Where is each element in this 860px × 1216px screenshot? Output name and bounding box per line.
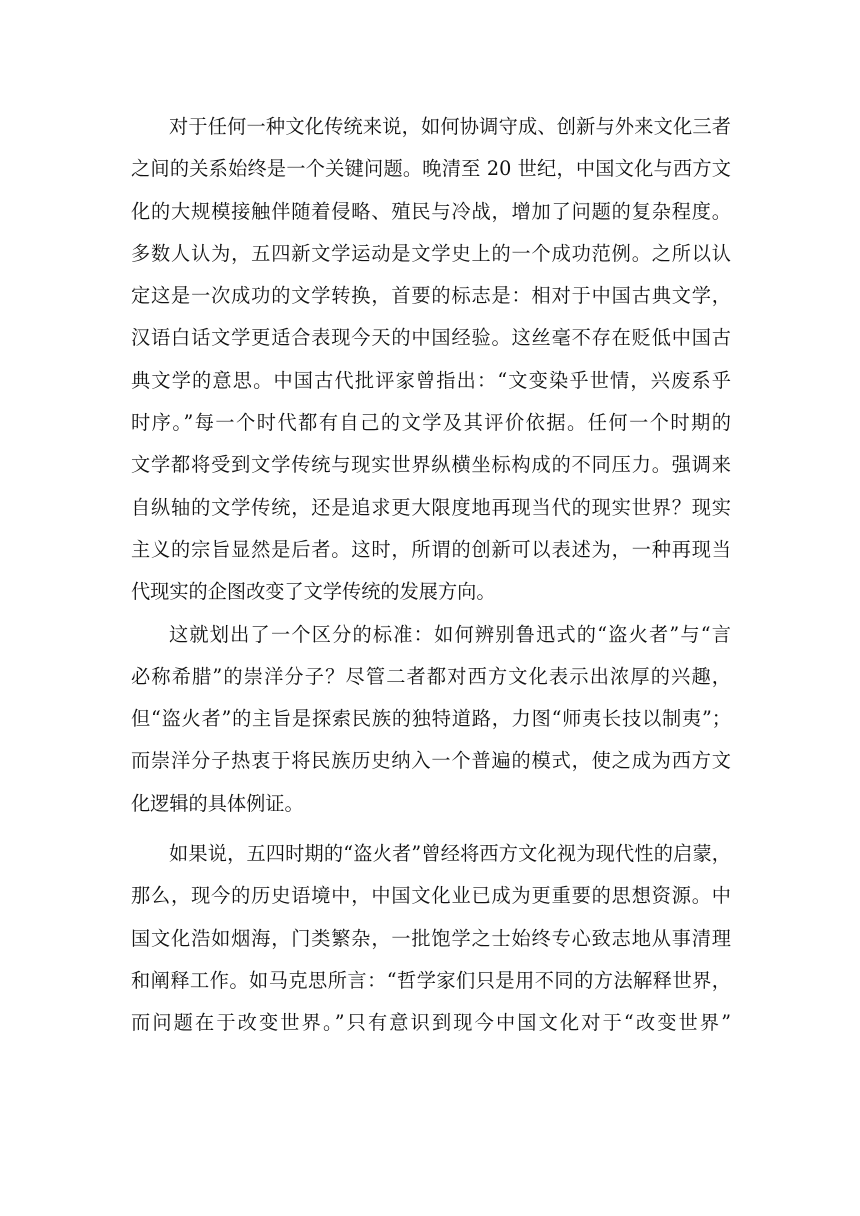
paragraph-line: 这就划出了一个区分的标准：如何辨别鲁迅式的“盗火者”与“言: [169, 622, 731, 646]
paragraph-line: 但“盗火者”的主旨是探索民族的独特道路，力图“师夷长技以制夷”；: [131, 707, 731, 731]
paragraph-line: 自纵轴的文学传统，还是追求更大限度地再现当代的现实世界？现实: [131, 495, 731, 519]
paragraph-line: 文学都将受到文学传统与现实世界纵横坐标构成的不同压力。强调来: [131, 453, 731, 477]
paragraph-line: 那么，现今的历史语境中，中国文化业已成为更重要的思想资源。中: [131, 884, 731, 908]
paragraph-line: 主义的宗旨显然是后者。这时，所谓的创新可以表述为，一种再现当: [131, 537, 731, 561]
paragraph-line: 汉语白话文学更适合表现今天的中国经验。这丝毫不存在贬低中国古: [131, 326, 731, 350]
paragraph-line: 典文学的意思。中国古代批评家曾指出：“文变染乎世情，兴废系乎: [131, 368, 731, 392]
paragraph-line: 对于任何一种文化传统来说，如何协调守成、创新与外来文化三者: [169, 115, 731, 138]
paragraph-spacer: [131, 825, 731, 833]
paragraph-line: 而问题在于改变世界。”只有意识到现今中国文化对于“改变世界”: [131, 1011, 731, 1035]
paragraph-line: 而崇洋分子热衷于将民族历史纳入一个普遍的模式，使之成为西方文: [131, 749, 731, 773]
paragraph-1: [131, 106, 731, 614]
paragraph-2: [131, 614, 731, 825]
paragraph-line: 之间的关系始终是一个关键问题。晚清至 20 世纪，中国文化与西方文: [131, 157, 731, 181]
article-body: [131, 106, 731, 1045]
paragraph-line: 如果说，五四时期的“盗火者”曾经将西方文化视为现代性的启蒙，: [169, 842, 731, 866]
paragraph-line: 和阐释工作。如马克思所言：“哲学家们只是用不同的方法解释世界，: [131, 968, 731, 992]
paragraph-line: 时序。”每一个时代都有自己的文学及其评价依据。任何一个时期的: [131, 411, 731, 435]
paragraph-line: 代现实的企图改变了文学传统的发展方向。: [131, 580, 496, 604]
paragraph-line: 化的大规模接触伴随着侵略、殖民与冷战，增加了问题的复杂程度。: [131, 199, 731, 223]
paragraph-line: 化逻辑的具体例证。: [131, 791, 304, 815]
paragraph-line: 必称希腊”的崇洋分子？尽管二者都对西方文化表示出浓厚的兴趣，: [131, 664, 731, 688]
paragraph-3: [131, 833, 731, 1044]
paragraph-line: 国文化浩如烟海，门类繁杂，一批饱学之士始终专心致志地从事清理: [131, 926, 731, 950]
paragraph-line: 定这是一次成功的文学转换，首要的标志是：相对于中国古典文学，: [131, 284, 731, 308]
paragraph-line: 多数人认为，五四新文学运动是文学史上的一个成功范例。之所以认: [131, 241, 731, 265]
